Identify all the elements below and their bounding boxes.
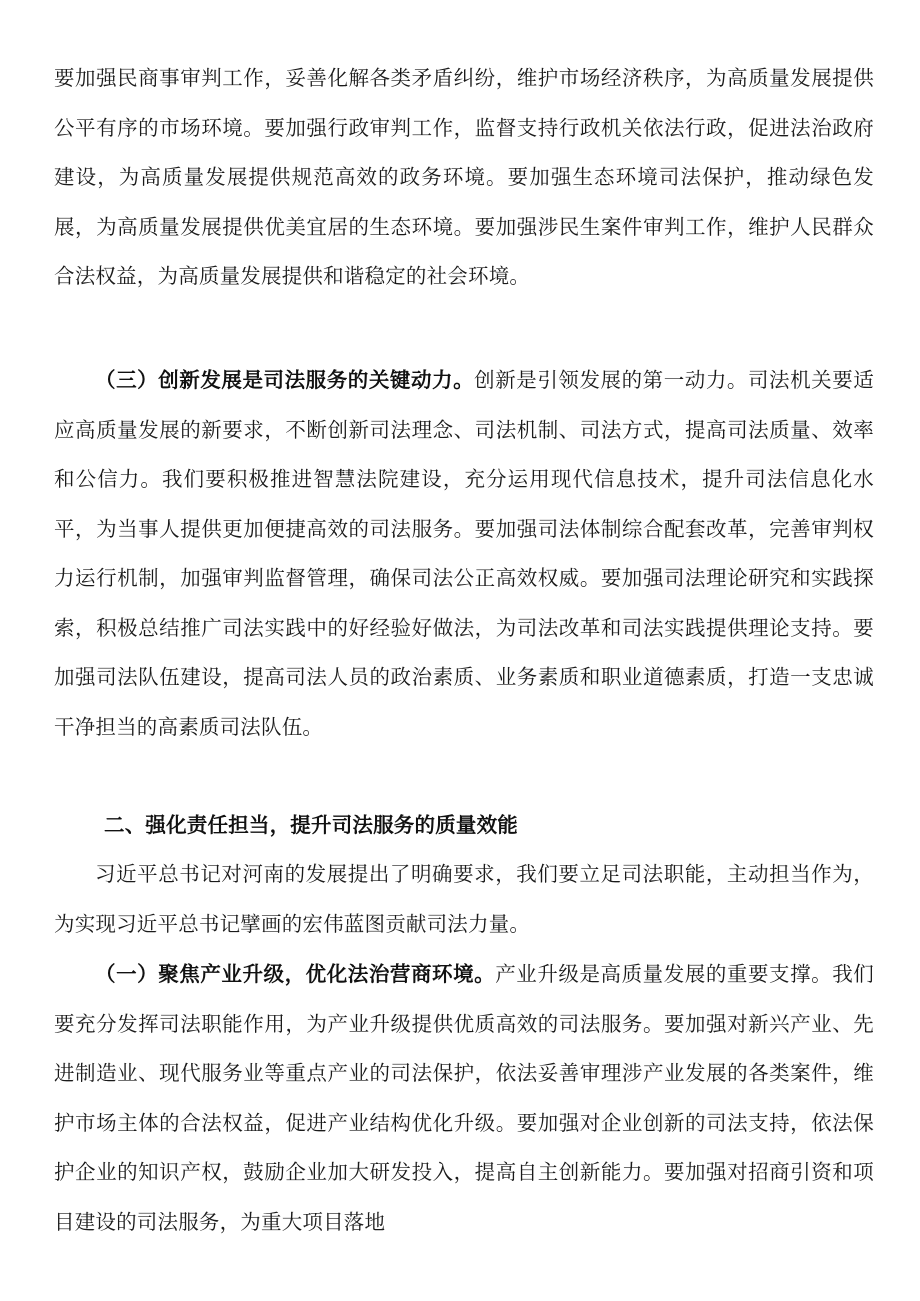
paragraph-text: 产业升级是高质量发展的重要支撑。我们要充分发挥司法职能作用，为产业升级提供优质高效的司法服务。要加强对新兴产业、先进制造业、现代服务业等重点产业的司法保护，依法妥善审理涉产业发展的各类案件，维护市场主体的合法权益，促进产业结构优化升级。要加强对企业创新的司法支持，依法保护企业的知识产权，鼓励企业加大研发投入，提高自主创新能力。要加强对招商引资和项目建设的司法服务，为重大项目落地 [54, 962, 874, 1234]
paragraph-text: 创新是引领发展的第一动力。司法机关要适应高质量发展的新要求，不断创新司法理念、司法机制、司法方式，提高司法质量、效率和公信力。我们要积极推进智慧法院建设，充分运用现代信息技术，提升司法信息化水平，为当事人提供更加便捷高效的司法服务。要加强司法体制综合配套改革，完善审判权力运行机制，加强审判监督管理，确保司法公正高效权威。要加强司法理论研究和实践探索，积极总结推广司法实践中的好经验好做法，为司法改革和司法实践提供理论支持。要加强司法队伍建设，提高司法人员的政治素质、业务素质和职业道德素质，打造一支忠诚干净担当的高素质司法队伍。 [54, 368, 874, 739]
body-paragraph: 习近平总书记对河南的发展提出了明确要求，我们要立足司法职能，主动担当作为，为实现习近平总书记擘画的宏伟蓝图贡献司法力量。 [54, 862, 874, 936]
body-paragraph [54, 356, 874, 752]
body-paragraph: 要加强民商事审判工作，妥善化解各类矛盾纠纷，维护市场经济秩序，为高质量发展提供公平有序的市场环境。要加强行政审判工作，监督支持行政机关依法行政，促进法治政府建设，为高质量发展提供规范高效的政务环境。要加强生态环境司法保护，推动绿色发展，为高质量发展提供优美宜居的生态环境。要加强涉民生案件审判工作，维护人民群众合法权益，为高质量发展提供和谐稳定的社会环境。 [54, 66, 874, 288]
section-heading: 二、强化责任担当，提升司法服务的质量效能 [104, 813, 518, 837]
subsection-heading: （一）聚焦产业升级，优化法治营商环境。 [95, 962, 496, 986]
subsection-heading: （三）创新发展是司法服务的关键动力。 [95, 368, 475, 392]
body-paragraph [54, 950, 874, 1247]
